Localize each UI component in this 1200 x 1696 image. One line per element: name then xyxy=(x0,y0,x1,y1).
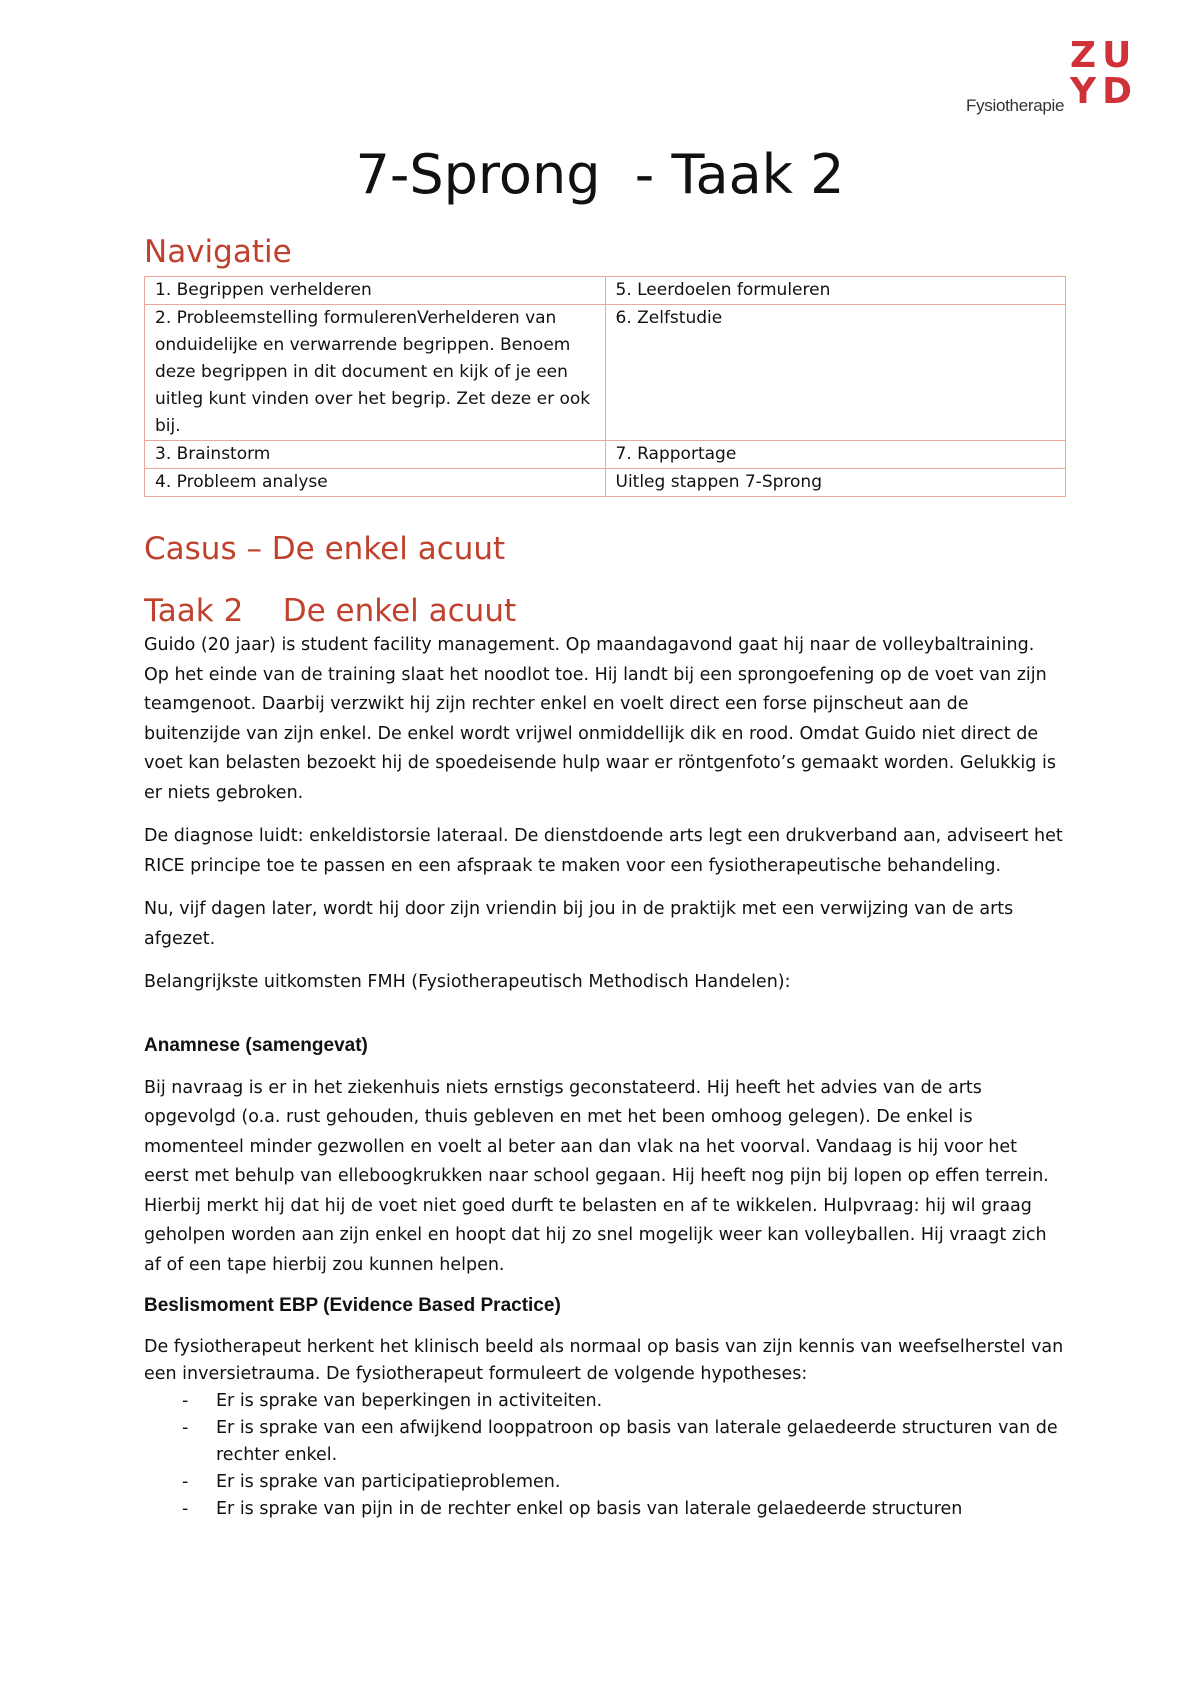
zuyd-logo xyxy=(966,35,1138,118)
hypotheses-list xyxy=(144,1388,1064,1523)
nav-link-rapportage[interactable]: 7. Rapportage xyxy=(605,441,1066,469)
logo-line-1: ZU xyxy=(1070,35,1138,76)
intro-paragraph-3: Nu, vijf dagen later, wordt hij door zijn vriendin bij jou in de praktijk met een verwijzing van de arts afgezet. xyxy=(144,899,1014,949)
nav-link-leerdoelen[interactable]: 5. Leerdoelen formuleren xyxy=(605,277,1066,305)
table-row xyxy=(145,305,1066,441)
list-item: - Er is sprake van participatieproblemen. xyxy=(144,1469,1064,1496)
page-title: 7-Sprong - Taak 2 xyxy=(355,143,845,206)
logo-mark xyxy=(1070,35,1138,112)
casus-heading: Casus – De enkel acuut xyxy=(144,531,506,567)
table-row xyxy=(145,441,1066,469)
nav-link-probleemstelling[interactable]: 2. Probleemstelling formulerenVerhelderen van onduidelijke en verwarrende begrippen. Benoem deze begrippen in dit document en kijk of je een uitleg kunt vinden over het begrip. Zet deze er ook bij. xyxy=(145,305,606,441)
nav-link-zelfstudie[interactable]: 6. Zelfstudie xyxy=(605,305,1066,441)
nav-link-begrippen[interactable]: 1. Begrippen verhelderen xyxy=(145,277,606,305)
table-row xyxy=(145,469,1066,497)
ebp-heading: Beslismoment EBP (Evidence Based Practice) xyxy=(144,1295,561,1316)
taak-heading: Taak 2 De enkel acuut xyxy=(144,593,517,629)
nav-link-uitleg[interactable]: Uitleg stappen 7-Sprong xyxy=(605,469,1066,497)
nav-link-brainstorm[interactable]: 3. Brainstorm xyxy=(145,441,606,469)
logo-subtitle: Fysiotherapie xyxy=(966,96,1065,115)
table-row xyxy=(145,277,1066,305)
anamnese-heading: Anamnese (samengevat) xyxy=(144,1034,368,1056)
navigation-table xyxy=(144,276,1066,497)
anamnese-text: Bij navraag is er in het ziekenhuis niets ernstigs geconstateerd. Hij heeft het advies van de arts opgevolgd (o.a. rust gehouden, thuis gebleven en met het been omhoog gelegen). De enkel is momenteel minder gezwollen en voelt al beter aan dan vlak na het voorval. Vandaag is hij voor het eerst met behulp van elleboogkrukken naar school gegaan. Hij heeft nog pijn bij lopen op effen terrein. Hierbij merkt hij dat hij de voet niet goed durft te belasten en af te wikkelen. Hulpvraag: hij wil graag geholpen worden aan zijn enkel en hoopt dat hij zo snel mogelijk weer kan volleyballen. Hij vraagt zich af of een tape hierbij zou kunnen helpen. xyxy=(144,1077,1049,1275)
intro-paragraph-2: De diagnose luidt: enkeldistorsie lateraal. De dienstdoende arts legt een drukverband aan, adviseert het RICE principe toe te passen en een afspraak te maken voor een fysiotherapeutische behandeling. xyxy=(144,826,1063,876)
list-item: - Er is sprake van pijn in de rechter enkel op basis van laterale gelaedeerde structuren xyxy=(144,1496,1064,1523)
list-item: - Er is sprake van beperkingen in activiteiten. xyxy=(144,1388,1064,1415)
logo-line-2: YD xyxy=(1070,71,1138,112)
nav-link-probleem-analyse[interactable]: 4. Probleem analyse xyxy=(145,469,606,497)
intro-paragraph-1: Guido (20 jaar) is student facility management. Op maandagavond gaat hij naar de volleybaltraining. Op het einde van de training slaat het noodlot toe. Hij landt bij een sprongoefening op de voet van zijn teamgenoot. Daarbij verzwikt hij zijn rechter enkel en voelt direct een forse pijnscheut aan de buitenzijde van zijn enkel. De enkel wordt vrijwel onmiddellijk dik en rood. Omdat Guido niet direct de voet kan belasten bezoekt hij de spoedeisende hulp waar er röntgenfoto’s gemaakt worden. Gelukkig is er niets gebroken. xyxy=(144,635,1056,803)
ebp-text: De fysiotherapeut herkent het klinisch beeld als normaal op basis van zijn kennis van weefselherstel van een inversietrauma. De fysiotherapeut formuleert de volgende hypotheses: xyxy=(144,1337,1064,1384)
document-content xyxy=(144,232,1064,1523)
list-item: - Er is sprake van een afwijkend looppatroon op basis van laterale gelaedeerde structuren van de rechter enkel. xyxy=(144,1415,1064,1469)
intro-paragraph-4: Belangrijkste uitkomsten FMH (Fysiotherapeutisch Methodisch Handelen): xyxy=(144,972,791,992)
navigation-heading: Navigatie xyxy=(144,234,292,270)
